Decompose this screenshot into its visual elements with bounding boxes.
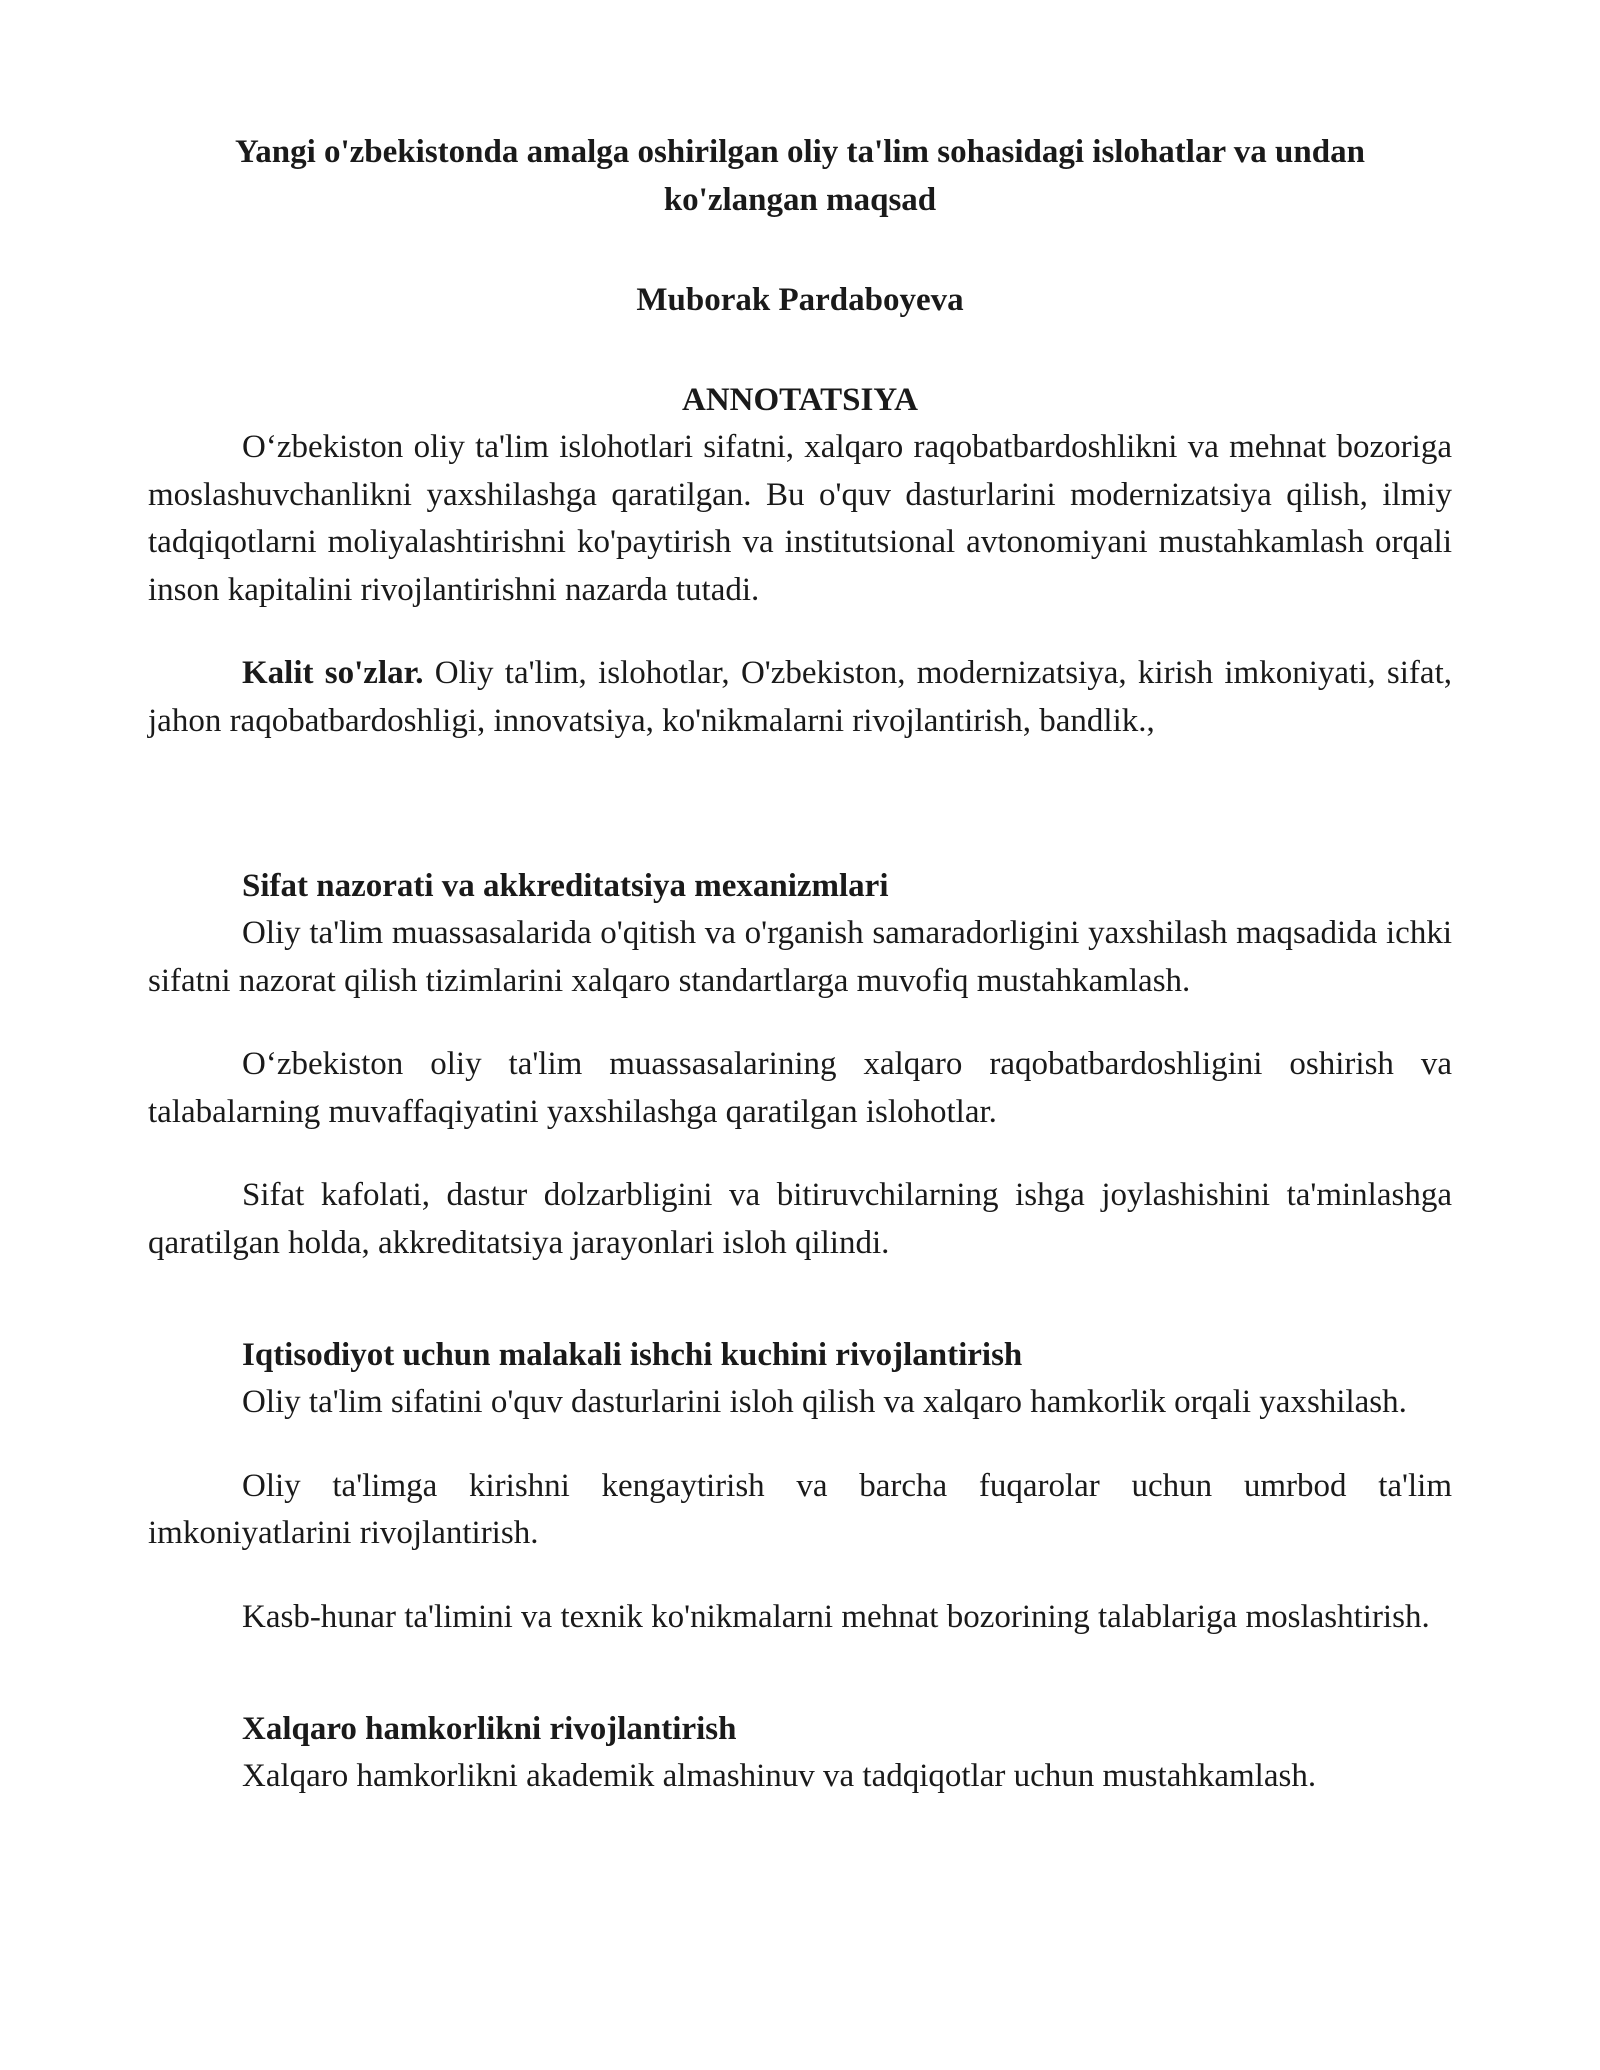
annotation-paragraph: O‘zbekiston oliy ta'lim islohotlari sifatni, xalqaro raqobatbardoshlikni va mehnat bozoriga moslashuvchanlikni yaxshilashga qaratilgan. Bu o'quv dasturlarini modernizatsiya qilish, ilmiy tadqiqotlarni moliyalashtirishni ko'paytirish va institutsional avtonomiyani mustahkamlash orqali inson kapitalini rivojlantirishni nazarda tutadi. [148, 429, 1452, 608]
section-paragraph: Sifat kafolati, dastur dolzarbligini va bitiruvchilarning ishga joylashishini ta'minlashga qaratilgan holda, akkreditatsiya jarayonlari isloh qilindi. [148, 1177, 1452, 1261]
section-paragraph: Oliy ta'lim sifatini o'quv dasturlarini isloh qilish va xalqaro hamkorlik orqali yaxshilash. [242, 1384, 1407, 1420]
section-heading-quality: Sifat nazorati va akkreditatsiya mexanizmlari [242, 868, 889, 904]
annotation-heading: ANNOTATSIYA [682, 382, 918, 418]
keywords-text: Oliy ta'lim, islohotlar, O'zbekiston, modernizatsiya, kirish imkoniyati, sifat, jahon raqobatbardoshligi, innovatsiya, ko'nikmalarni rivojlantirish, bandlik., [148, 655, 1452, 739]
keywords-paragraph [148, 650, 1452, 745]
section-paragraph: Oliy ta'limga kirishni kengaytirish va barcha fuqarolar uchun umrbod ta'lim imkoniyatlarini rivojlantirish. [148, 1467, 1452, 1551]
section-heading-cooperation: Xalqaro hamkorlikni rivojlantirish [242, 1711, 737, 1747]
document-title: Yangi o'zbekistonda amalga oshirilgan oliy ta'lim sohasidagi islohatlar va undan ko'zlangan maqsad [235, 134, 1365, 218]
author-name: Muborak Pardaboyeva [636, 282, 964, 318]
keywords-label: Kalit so'zlar. [242, 655, 424, 691]
section-paragraph: O‘zbekiston oliy ta'lim muassasalarining xalqaro raqobatbardoshligini oshirish va talabalarning muvaffaqiyatini yaxshilashga qaratilgan islohotlar. [148, 1046, 1452, 1130]
section-paragraph: Kasb-hunar ta'limini va texnik ko'nikmalarni mehnat bozorining talablariga moslashtirish. [242, 1598, 1430, 1635]
section-paragraph: Xalqaro hamkorlikni akademik almashinuv va tadqiqotlar uchun mustahkamlash. [242, 1758, 1317, 1794]
document-page [148, 128, 1452, 1801]
section-heading-workforce: Iqtisodiyot uchun malakali ishchi kuchini rivojlantirish [242, 1337, 1023, 1373]
section-paragraph: Oliy ta'lim muassasalarida o'qitish va o'rganish samaradorligini yaxshilash maqsadida ichki sifatni nazorat qilish tizimlarini xalqaro standartlarga muvofiq mustahkamlash. [148, 915, 1452, 999]
